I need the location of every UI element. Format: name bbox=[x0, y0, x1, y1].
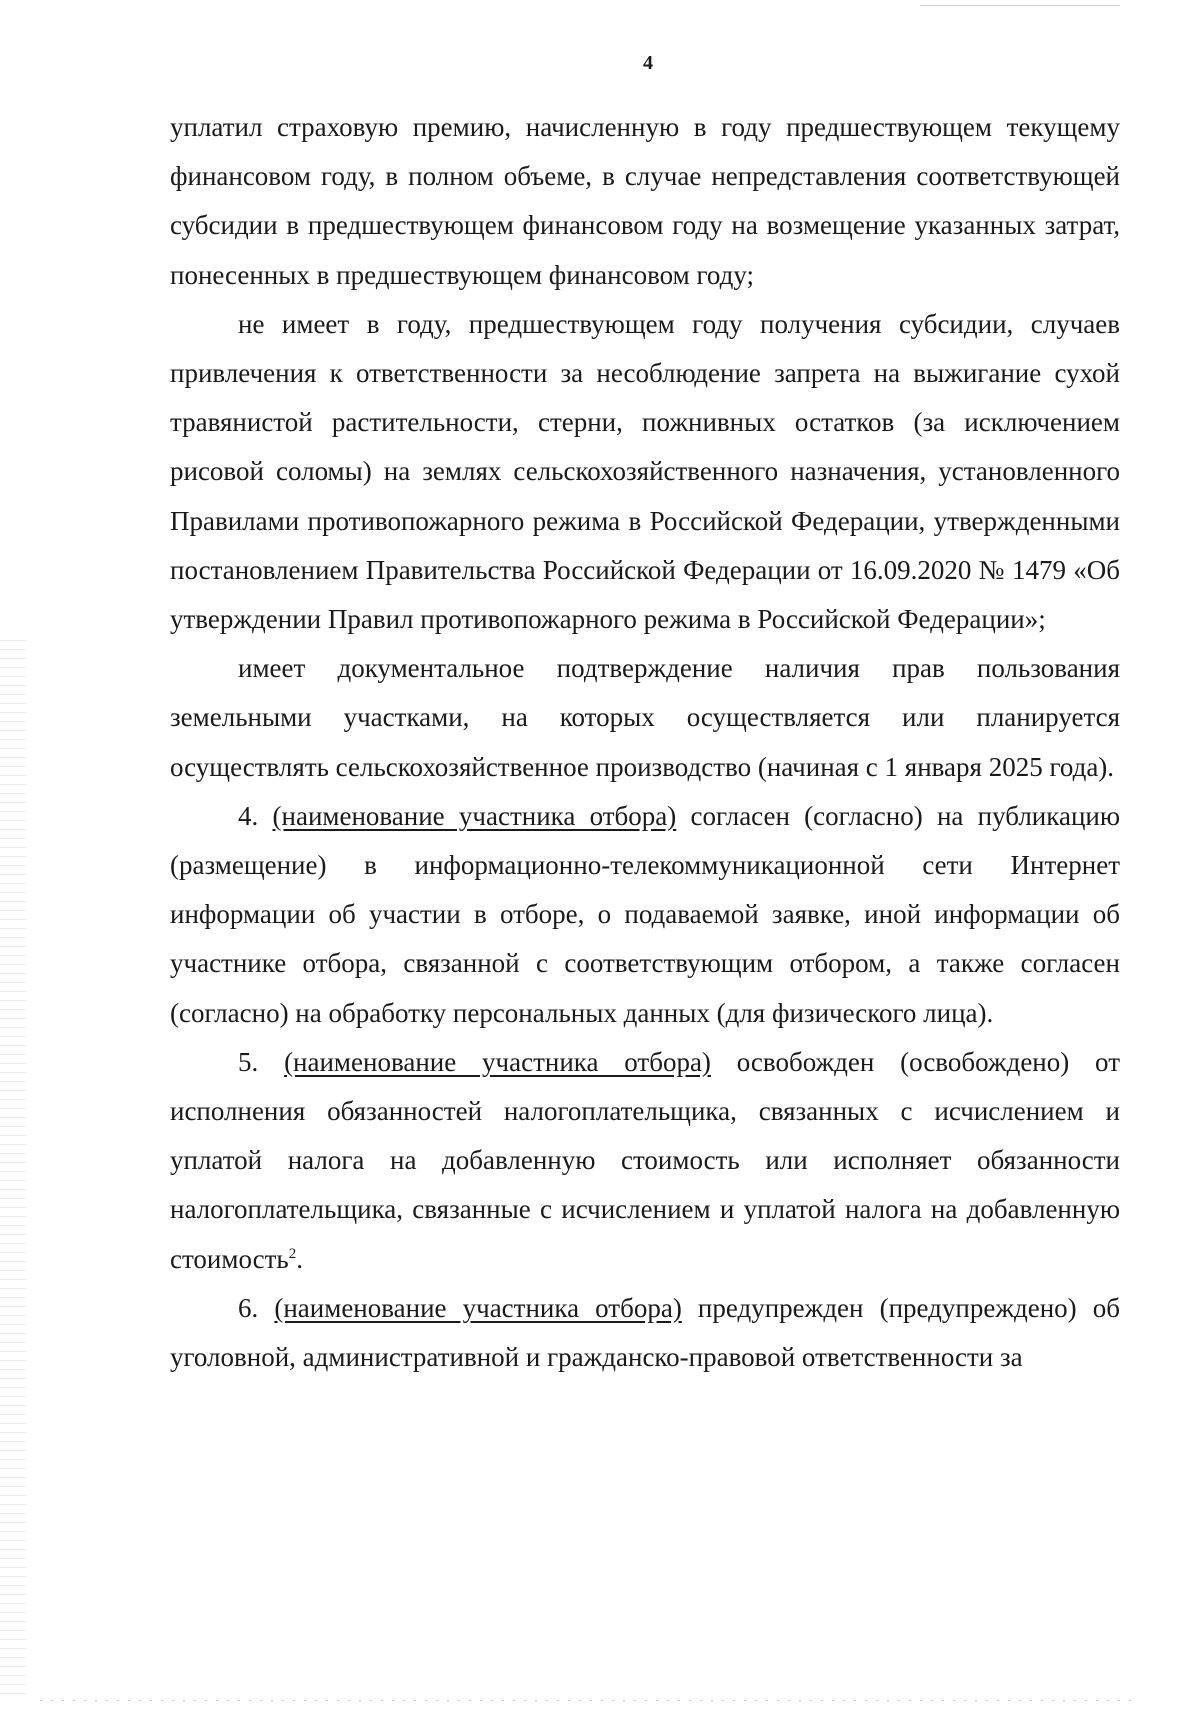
clause-text: освобожден (освобождено) от исполнения обязанностей налогоплательщика, связанных с исчислением и уплатой налога на добавленную стоимость или исполняет обязанности налогоплательщика, связанные с исчислением и уплатой налога на добавленную стоимость bbox=[170, 1046, 1120, 1274]
clause-5 bbox=[170, 1038, 1120, 1284]
clause-end-punctuation: . bbox=[296, 1243, 303, 1274]
document-body bbox=[170, 103, 1120, 1382]
clause-number: 5. bbox=[238, 1046, 259, 1077]
paragraph-text: имеет документальное подтверждение наличия прав пользования земельными участками, на которых осуществляется или планируется осуществлять сельскохозяйственное производство (начиная с 1 января 2025 года). bbox=[170, 653, 1120, 782]
clause-number: 6. bbox=[238, 1292, 259, 1323]
scan-edge-noise bbox=[0, 640, 26, 1700]
clause-6 bbox=[170, 1284, 1120, 1382]
participant-name-placeholder: (наименование участника отбора) bbox=[284, 1046, 711, 1077]
scan-bottom-noise bbox=[40, 1700, 1140, 1701]
clause-4 bbox=[170, 792, 1120, 1038]
scan-top-rule bbox=[920, 5, 1120, 6]
clause-text: предупрежден (предупреждено) об уголовной, административной и гражданско-правовой ответственности за bbox=[170, 1292, 1120, 1373]
paragraph-insurance-premium bbox=[170, 103, 1120, 300]
clause-number: 4. bbox=[238, 800, 259, 831]
clause-text: согласен (согласно) на публикацию (размещение) в информационно-телекоммуникационной сети Интернет информации об участии в отборе, о подаваемой заявке, иной информации об участнике отбора, связанной с соответствующим отбором, а также согласен (согласно) на обработку персональных данных (для физического лица). bbox=[170, 800, 1121, 1028]
paragraph-text: не имеет в году, предшествующем году получения субсидии, случаев привлечения к ответственности за несоблюдение запрета на выжигание сухой травянистой растительности, стерни, пожнивных остатков (за исключением рисовой соломы) на землях сельскохозяйственного назначения, установленного Правилами противопожарного режима в Российской Федерации, утвержденными постановлением Правительства Российской Федерации от 16.09.2020 № 1479 «Об утверждении Правил противопожарного режима в Российской Федерации»; bbox=[170, 308, 1120, 635]
paragraph-text: уплатил страховую премию, начисленную в году предшествующем текущему финансовом году, в полном объеме, в случае непредставления соответствующей субсидии в предшествующем финансовом году на возмещение указанных затрат, понесенных в предшествующем финансовом году; bbox=[170, 112, 1120, 290]
footnote-marker: 2 bbox=[288, 1245, 297, 1262]
paragraph-no-burning-violations bbox=[170, 300, 1120, 644]
participant-name-placeholder: (наименование участника отбора) bbox=[272, 800, 677, 831]
participant-name-placeholder: (наименование участника отбора) bbox=[274, 1292, 682, 1323]
paragraph-land-rights bbox=[170, 644, 1120, 792]
page-number: 4 bbox=[643, 52, 653, 74]
